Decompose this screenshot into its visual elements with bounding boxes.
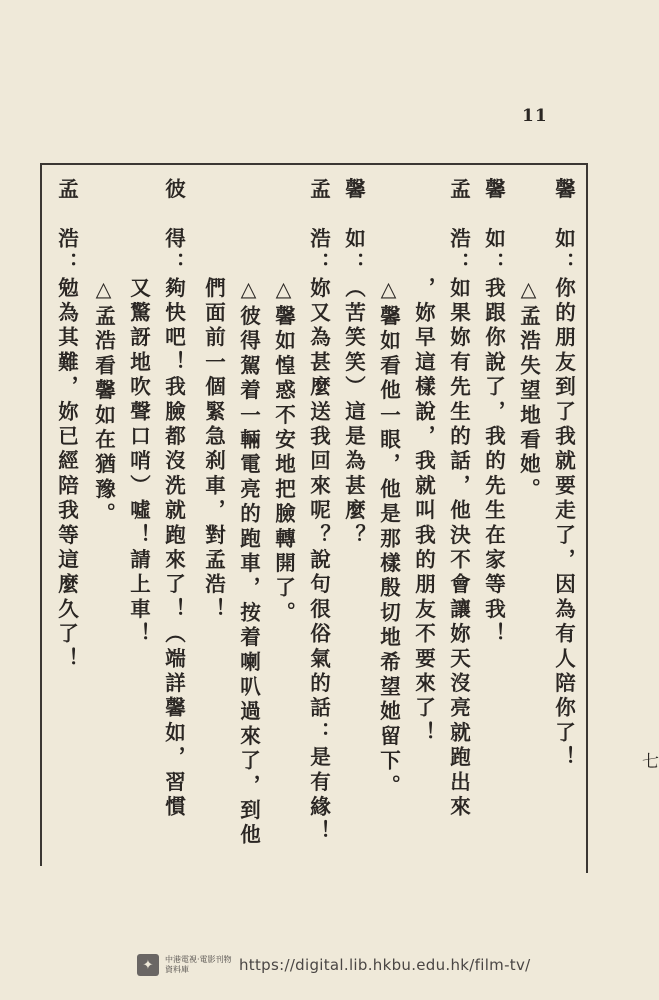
text-column: △孟浩看馨如在猶豫。	[91, 178, 116, 528]
text-column: △馨如惶惑不安地把臉轉開了。	[271, 178, 296, 627]
library-logo-icon: ✦	[137, 954, 159, 976]
frame-left-rule	[40, 163, 42, 866]
text-column: 孟 浩：如果妳有先生的話，他決不會讓妳天沒亮就跑出來	[446, 178, 471, 821]
text-column: 馨 如：你的朋友到了我就要走了，因為有人陪你了！	[551, 178, 576, 771]
text-column: △孟浩失望地看她。	[516, 178, 541, 503]
text-column: 們面前一個緊急刹車，對孟浩！	[201, 178, 226, 623]
text-column: 孟 浩：勉為其難，妳已經陪我等這麼久了！	[54, 178, 79, 672]
footer-watermark	[137, 948, 537, 982]
text-column: 彼 得：夠快吧！我臉都沒洗就跑來了！（端詳馨如，習慣	[161, 178, 186, 821]
text-column: ，妳早這樣說，我就叫我的朋友不要來了！	[411, 178, 436, 747]
text-column: 又驚訝地吹聲口哨）噓！請上車！	[126, 178, 151, 648]
logo-caption: 中港電視‧電影刊物資料庫	[165, 955, 232, 974]
page-number: 11	[522, 106, 548, 126]
text-column: 孟 浩：妳又為甚麼送我回來呢？說句很俗氣的話：是有緣！	[306, 178, 331, 845]
side-chapter-mark: 七	[638, 752, 658, 769]
frame-top-rule	[40, 163, 588, 165]
text-column: 馨 如：（苦笑笑）這是為甚麼？	[341, 178, 366, 549]
text-column: 馨 如：我跟你說了，我的先生在家等我！	[481, 178, 506, 648]
frame-right-rule	[586, 163, 588, 873]
text-column: △彼得駕着一輛電亮的跑車，按着喇叭過來了，到他	[236, 178, 261, 849]
source-url-link[interactable]: https://digital.lib.hkbu.edu.hk/film-tv/	[239, 956, 531, 974]
text-column: △馨如看他一眼，他是那樣殷切地希望她留下。	[376, 178, 401, 799]
